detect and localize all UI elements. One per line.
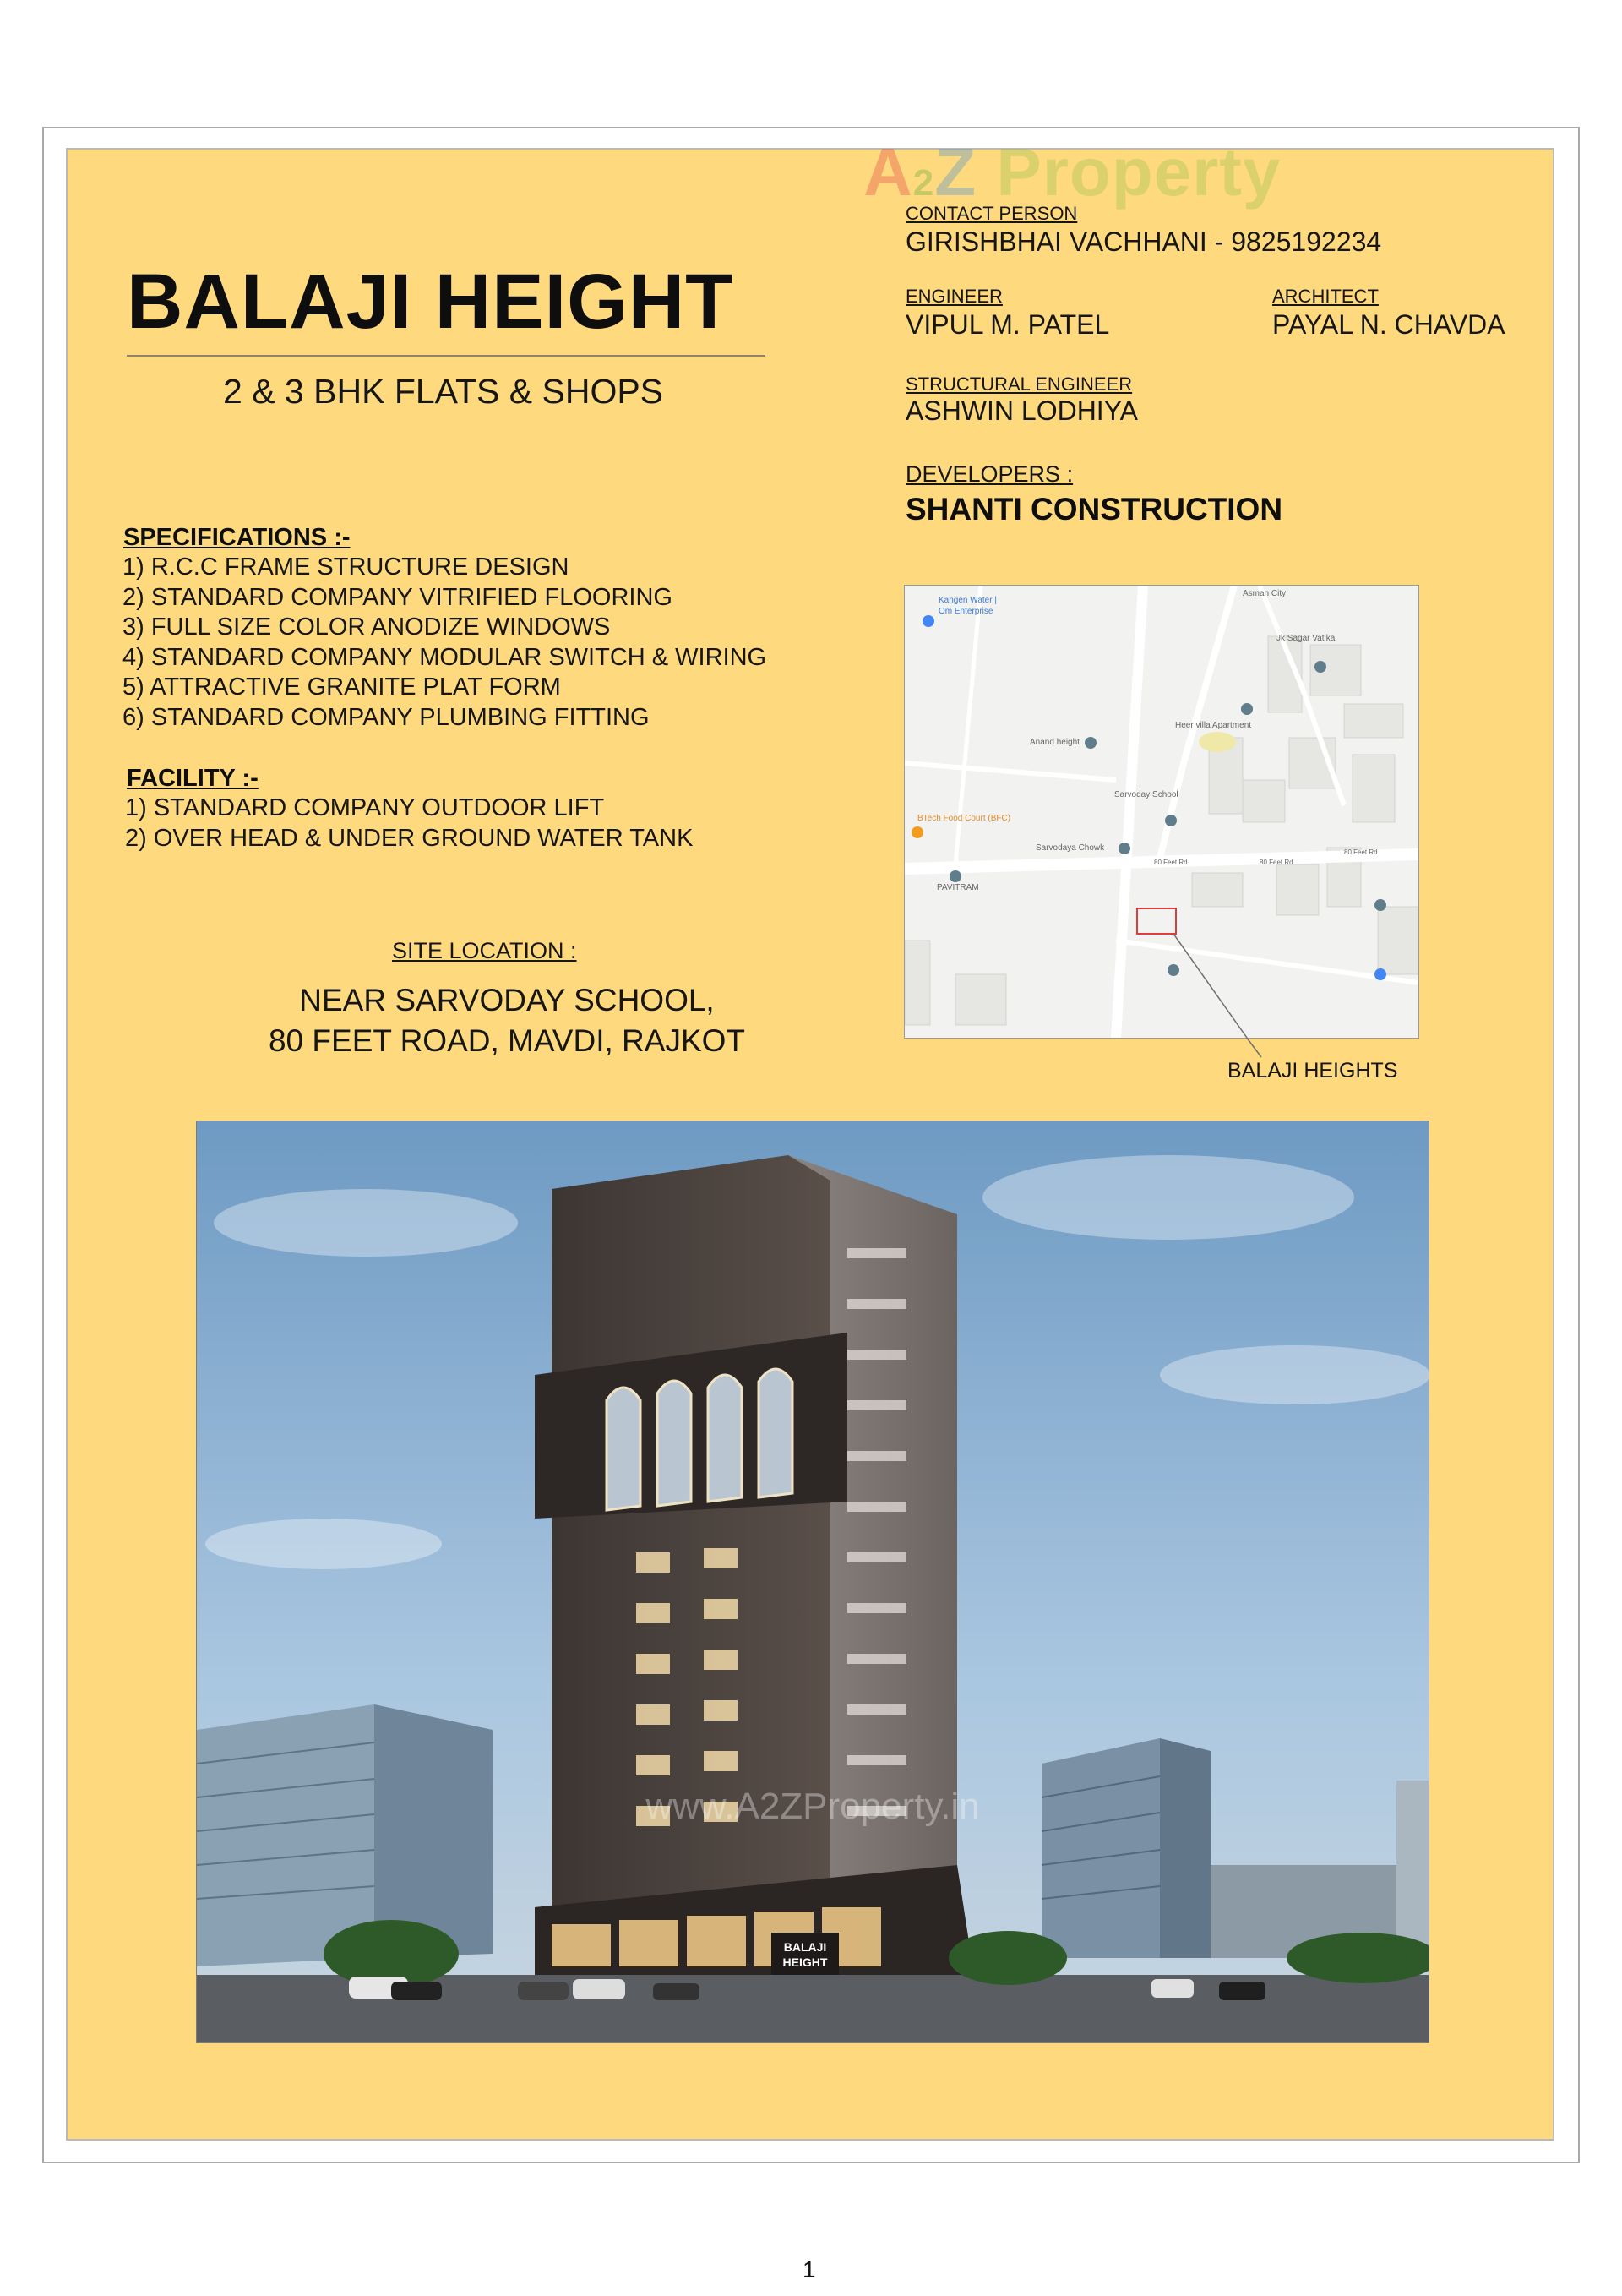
map-label-kangen: Kangen Water | [939, 596, 997, 605]
map-pin-icon [923, 615, 934, 627]
render-watermark: www.A2ZProperty.in [645, 1786, 980, 1827]
facility-list [125, 794, 693, 854]
map-pin-icon [1168, 964, 1179, 976]
map-blocks [905, 636, 1418, 1025]
location-map[interactable] [904, 585, 1419, 1039]
list-item: 3) FULL SIZE COLOR ANODIZE WINDOWS [122, 614, 611, 641]
map-label-sarvodaya-chowk: Sarvodaya Chowk [1036, 843, 1105, 853]
list-item: 5) ATTRACTIVE GRANITE PLAT FORM [122, 674, 561, 701]
engineer-value: VIPUL M. PATEL [906, 309, 1110, 340]
site-address [245, 980, 769, 1061]
tower [535, 1155, 974, 1983]
map-callout-extension [1246, 1037, 1271, 1058]
list-item: 2) STANDARD COMPANY VITRIFIED FLOORING [122, 583, 672, 611]
building-render-image [196, 1121, 1429, 2043]
map-pin-icon [1314, 661, 1326, 673]
architect-label: ARCHITECT [1272, 286, 1379, 307]
developers-label: DEVELOPERS : [906, 461, 1074, 487]
map-label-anand-height: Anand height [1030, 738, 1080, 747]
map-pin-icon [1165, 815, 1177, 826]
list-item: 4) STANDARD COMPANY MODULAR SWITCH & WIRING [122, 643, 767, 671]
building-sign-line2: HEIGHT [782, 1955, 828, 1969]
contact-person-value: GIRISHBHAI VACHHANI - 9825192234 [906, 226, 1382, 257]
engineer-label: ENGINEER [906, 286, 1003, 307]
map-label-jk-sagar: Jk Sagar Vatika [1276, 634, 1336, 643]
project-subtitle: 2 & 3 BHK FLATS & SHOPS [223, 372, 664, 411]
map-drawing [905, 586, 1418, 1038]
map-label-kangen-2: Om Enterprise [939, 607, 993, 616]
site-address-line1: NEAR SARVODAY SCHOOL, [299, 983, 715, 1017]
site-location-label: SITE LOCATION : [392, 938, 577, 963]
contact-person-label: CONTACT PERSON [906, 203, 1078, 224]
list-item: 1) STANDARD COMPANY OUTDOOR LIFT [125, 794, 605, 821]
map-caption: BALAJI HEIGHTS [1227, 1059, 1398, 1083]
map-label-asman-city: Asman City [1243, 589, 1287, 598]
building-sign [771, 1933, 839, 1977]
watermark-logo: A2Z Property [863, 134, 1282, 210]
map-label-road-c: 80 Feet Rd [1344, 848, 1378, 856]
list-item: 1) R.C.C FRAME STRUCTURE DESIGN [122, 554, 569, 581]
map-pin-icon [1374, 899, 1386, 911]
map-pin-icon [912, 826, 923, 838]
developers-value: SHANTI CONSTRUCTION [906, 492, 1283, 526]
project-title: BALAJI HEIGHT [127, 259, 734, 345]
building-sign-line1: BALAJI [783, 1940, 827, 1954]
map-park-shape [1199, 732, 1236, 752]
map-label-road-a: 80 Feet Rd [1154, 859, 1188, 866]
structural-engineer-value: ASHWIN LODHIYA [906, 395, 1138, 426]
map-callout-line [1173, 934, 1247, 1038]
architect-value: PAYAL N. CHAVDA [1272, 309, 1505, 340]
map-pin-icon [1374, 968, 1386, 980]
map-pin-icon [1085, 737, 1097, 749]
map-label-road-b: 80 Feet Rd [1260, 859, 1293, 866]
page-number: 1 [803, 2256, 816, 2282]
map-pin-icon [1241, 703, 1253, 715]
list-item: 2) OVER HEAD & UNDER GROUND WATER TANK [125, 824, 694, 852]
structural-engineer-label: STRUCTURAL ENGINEER [906, 374, 1133, 395]
site-address-line2: 80 FEET ROAD, MAVDI, RAJKOT [268, 1023, 745, 1058]
map-pin-icon [1119, 843, 1130, 854]
specifications-title: SPECIFICATIONS :- [123, 524, 351, 551]
map-label-heer-villa: Heer villa Apartment [1175, 721, 1252, 730]
map-label-pavitram: PAVITRAM [937, 883, 979, 892]
map-label-btech: BTech Food Court (BFC) [917, 814, 1011, 823]
render-drawing [197, 1121, 1429, 2042]
specifications-list [122, 553, 766, 733]
map-label-sarvoday-school: Sarvoday School [1114, 790, 1178, 799]
map-pin-icon [950, 870, 961, 882]
site-marker [1137, 908, 1176, 934]
facility-title: FACILITY :- [127, 765, 259, 792]
title-divider [127, 355, 765, 357]
list-item: 6) STANDARD COMPANY PLUMBING FITTING [122, 703, 650, 731]
